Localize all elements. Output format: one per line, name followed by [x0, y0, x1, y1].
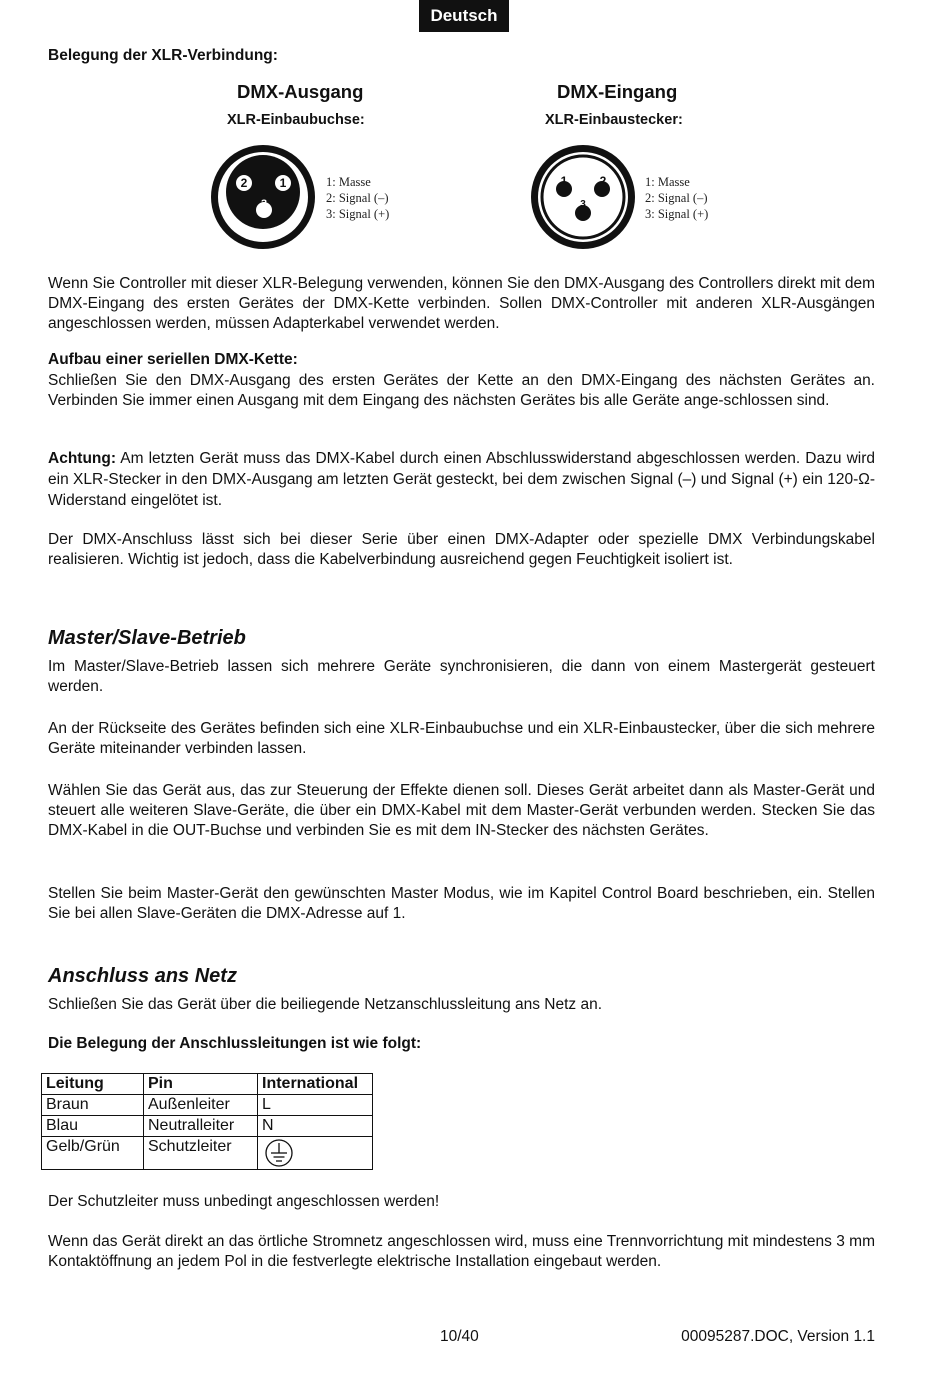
table-cell: Braun: [42, 1095, 144, 1116]
dmx-input-title: DMX-Eingang: [557, 81, 678, 102]
input-pin-1-label: 1: [560, 174, 568, 188]
output-pin-2-label: 2: [240, 176, 248, 190]
warning-text: Am letzten Gerät muss das DMX-Kabel durch einen Abschlusswiderstand abgeschlossen werden. Dazu wird ein XLR-Stecker in den DMX-Ausgang am letzten Gerät gesteckt, bei dem zwischen Signal (–) und Signal (+) ein 120-Ω-Widerstand eingelötet ist.: [48, 450, 875, 509]
xlr-male-plug-icon: [527, 143, 641, 251]
master-slave-p2: An der Rückseite des Gerätes befinden sich eine XLR-Einbaubuchse und ein XLR-Einbaustecker, über die sich mehrere Geräte miteinander verbinden lassen.: [48, 720, 875, 757]
table-header-row: [42, 1074, 373, 1095]
dmx-input-pin-legend: [645, 174, 708, 222]
mains-p1: Schließen Sie das Gerät über die beiliegende Netzanschlussleitung ans Netz an.: [48, 996, 603, 1013]
table-cell: N: [258, 1116, 373, 1137]
legend-line: 1: Masse: [645, 175, 690, 189]
legend-line: 2: Signal (–): [326, 191, 389, 205]
legend-line: 3: Signal (+): [326, 207, 390, 221]
table-cell: [258, 1137, 373, 1170]
mains-p2: Der Schutzleiter muss unbedingt angeschlossen werden!: [48, 1193, 440, 1210]
table-cell: Außenleiter: [144, 1095, 258, 1116]
mains-table-heading: Die Belegung der Anschlussleitungen ist wie folgt:: [48, 1035, 422, 1052]
table-cell: Neutralleiter: [144, 1116, 258, 1137]
legend-line: 3: Signal (+): [645, 207, 709, 221]
mains-p3: Wenn das Gerät direkt an das örtliche Stromnetz angeschlossen wird, muss eine Trennvorrichtung mit mindestens 3 mm Kontaktöffnung an jedem Pol in die festverlegte elektrische Installation eingebaut werden.: [48, 1233, 875, 1270]
connection-paragraph: Der DMX-Anschluss lässt sich bei dieser Serie über einen DMX-Adapter oder spezielle DMX Verbindungskabel realisieren. Wichtig ist jedoch, dass die Kabelverbindung ausreichend gegen Feuchtigkeit isoliert ist.: [48, 531, 875, 568]
chain-paragraph: Schließen Sie den DMX-Ausgang des ersten Gerätes der Kette an den DMX-Eingang des nächsten Gerätes an. Verbinden Sie immer einen Ausgang mit dem Eingang des nächsten Gerätes bis alle Geräte ange-schlossen sind.: [48, 372, 875, 409]
column-header: Leitung: [42, 1074, 144, 1095]
dmx-output-title: DMX-Ausgang: [237, 81, 364, 102]
page-number: 10/40: [440, 1328, 479, 1345]
table-row: [42, 1116, 373, 1137]
xlr-heading: Belegung der XLR-Verbindung:: [48, 47, 278, 64]
master-slave-p4: Stellen Sie beim Master-Gerät den gewünschten Master Modus, wie im Kapitel Control Board beschrieben, ein. Stellen Sie bei allen Slave-Geräten die DMX-Adresse auf 1.: [48, 885, 875, 922]
table-cell: L: [258, 1095, 373, 1116]
legend-line: 1: Masse: [326, 175, 371, 189]
master-slave-heading: Master/Slave-Betrieb: [48, 627, 246, 649]
warning-label: Achtung:: [48, 450, 117, 467]
mains-wiring-table: [41, 1073, 373, 1170]
chain-heading: Aufbau einer seriellen DMX-Kette:: [48, 351, 298, 368]
table-cell: Blau: [42, 1116, 144, 1137]
master-slave-p1: Im Master/Slave-Betrieb lassen sich mehrere Geräte synchronisieren, die dann von einem Mastergerät gesteuert werden.: [48, 658, 875, 695]
table-cell: Gelb/Grün: [42, 1137, 144, 1170]
xlr-female-socket-icon: [206, 143, 320, 251]
dmx-output-subtitle: XLR-Einbaubuchse:: [227, 112, 365, 128]
input-pin-3-label: 3: [580, 199, 586, 210]
warning-paragraph: [48, 448, 875, 511]
table-row: [42, 1137, 373, 1170]
language-badge: Deutsch: [419, 0, 509, 32]
dmx-output-pin-legend: [326, 174, 389, 222]
mains-heading: Anschluss ans Netz: [48, 965, 237, 987]
dmx-input-subtitle: XLR-Einbaustecker:: [545, 112, 683, 128]
input-pin-2-label: 2: [599, 174, 607, 188]
table-row: [42, 1095, 373, 1116]
document-version: 00095287.DOC, Version 1.1: [681, 1328, 875, 1345]
master-slave-p3: Wählen Sie das Gerät aus, das zur Steuerung der Effekte dienen soll. Dieses Gerät arbeitet dann als Master-Gerät und steuert alle weiteren Slave-Geräte, die über ein DMX-Kabel mit dem Master-Gerät verbunden werden. Stecken Sie das DMX-Kabel in die OUT-Buchse und verbinden Sie es mit dem IN-Stecker des nächsten Gerätes.: [48, 782, 875, 839]
column-header: International: [258, 1074, 373, 1095]
xlr-usage-paragraph: Wenn Sie Controller mit dieser XLR-Belegung verwenden, können Sie den DMX-Ausgang des Controllers direkt mit dem DMX-Eingang des ersten Gerätes der DMX-Kette verbinden. Sollen DMX-Controller mit anderen XLR-Ausgängen angeschlossen werden, müssen Adapterkabel verwendet werden.: [48, 275, 875, 332]
table-cell: Schutzleiter: [144, 1137, 258, 1170]
earth-ground-icon: [262, 1138, 296, 1168]
output-pin-1-label: 1: [279, 176, 287, 190]
output-pin-3-label: 3: [260, 198, 268, 210]
column-header: Pin: [144, 1074, 258, 1095]
legend-line: 2: Signal (–): [645, 191, 708, 205]
